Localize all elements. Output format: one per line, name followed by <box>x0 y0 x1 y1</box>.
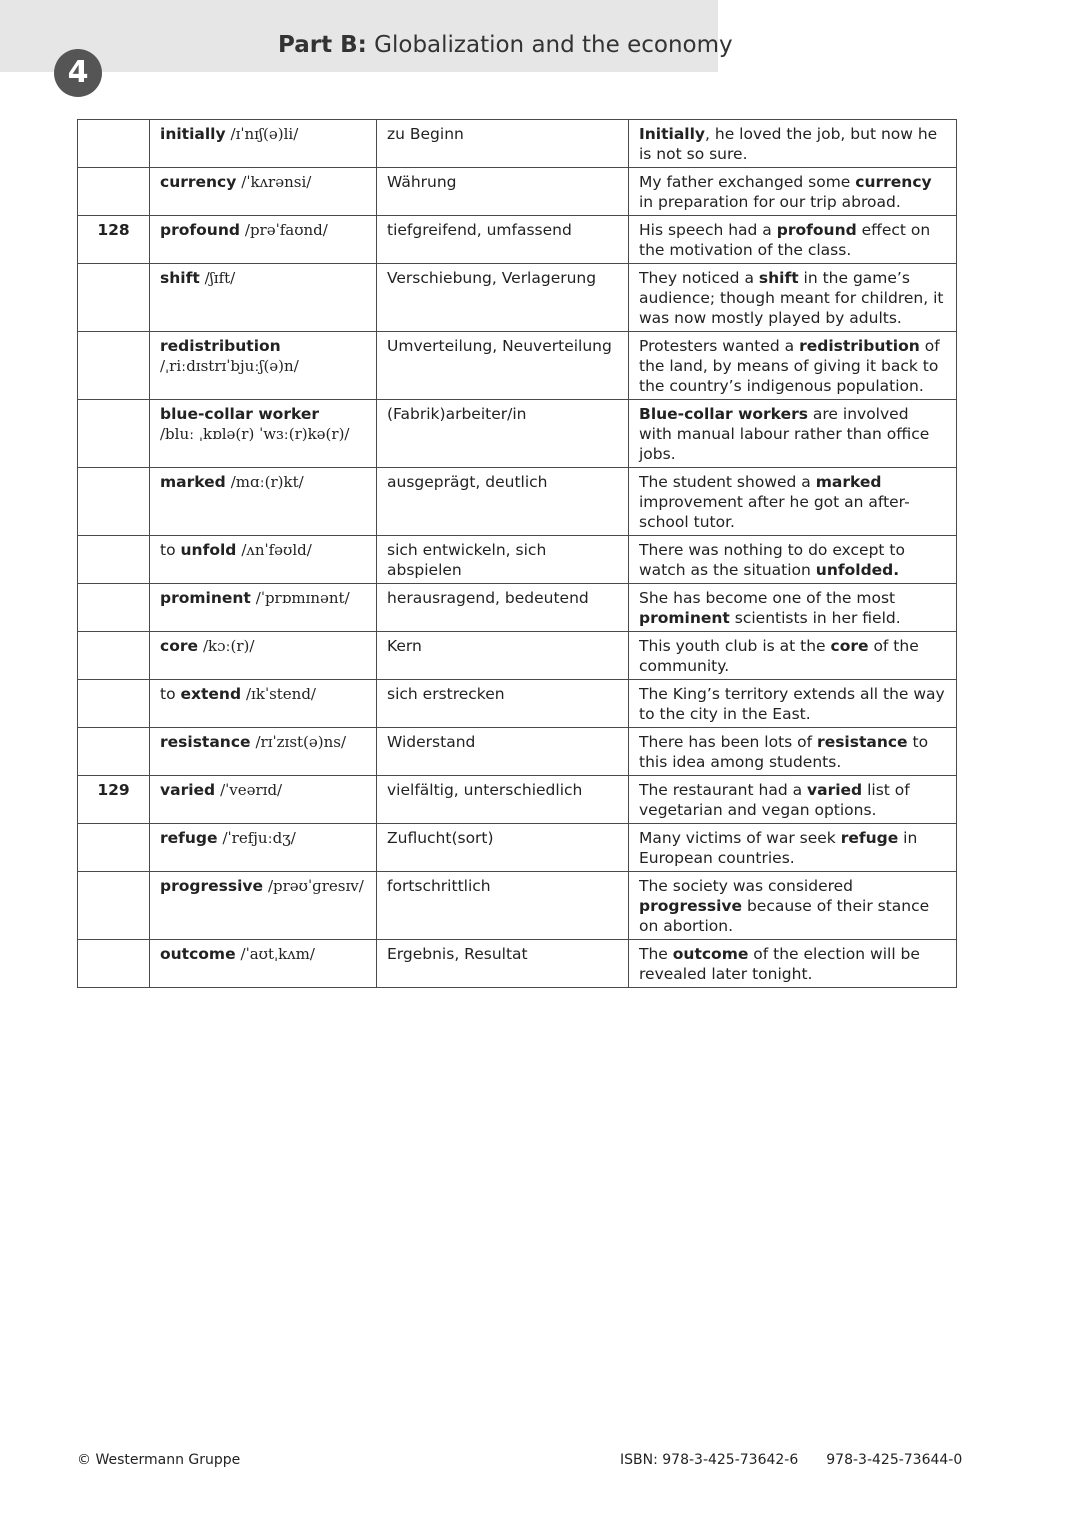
term-pronunciation: /ʃɪft/ <box>204 269 236 287</box>
example-keyword: resistance <box>817 733 908 751</box>
term-cell <box>150 584 377 632</box>
term-pronunciation: /ˈveərɪd/ <box>220 781 283 799</box>
table-row <box>78 872 957 940</box>
example-keyword: prominent <box>639 609 730 627</box>
term-cell <box>150 400 377 468</box>
example-keyword: currency <box>855 173 932 191</box>
page-number-cell <box>78 264 150 332</box>
term-pronunciation: /bluː ˌkɒlə(r) ˈwɜː(r)kə(r)/ <box>160 425 350 443</box>
term-cell <box>150 332 377 400</box>
example-keyword: outcome <box>672 945 749 963</box>
term-word: outcome <box>160 945 236 963</box>
term-cell <box>150 468 377 536</box>
example-text: She has become one of the most <box>639 589 896 607</box>
example-text: There was nothing to do except to watch as the situation <box>639 541 905 579</box>
term-word: shift <box>160 269 200 287</box>
table-row <box>78 776 957 824</box>
term-word: profound <box>160 221 240 239</box>
example-sentence-cell <box>629 120 957 168</box>
term-pronunciation: /mɑː(r)kt/ <box>230 473 304 491</box>
example-text: There has been lots of <box>639 733 818 751</box>
example-text: in European countries. <box>639 829 918 867</box>
example-sentence-cell <box>629 680 957 728</box>
translation-cell: Widerstand <box>377 728 629 776</box>
page-number-cell <box>78 940 150 988</box>
example-text: The <box>639 945 673 963</box>
example-sentence-cell <box>629 468 957 536</box>
term-word: extend <box>180 685 242 703</box>
term-cell <box>150 824 377 872</box>
term-word: currency <box>160 173 237 191</box>
term-cell <box>150 940 377 988</box>
page-number-cell <box>78 332 150 400</box>
example-sentence-cell <box>629 332 957 400</box>
table-row <box>78 168 957 216</box>
translation-cell: zu Beginn <box>377 120 629 168</box>
page-title <box>278 32 733 58</box>
term-word: prominent <box>160 589 251 607</box>
page-number-cell <box>78 400 150 468</box>
example-sentence-cell <box>629 536 957 584</box>
term-cell <box>150 120 377 168</box>
table-row <box>78 824 957 872</box>
term-cell <box>150 632 377 680</box>
vocabulary-table-body <box>78 120 957 988</box>
term-pronunciation: /ˈrefjuːdʒ/ <box>222 829 296 847</box>
example-sentence-cell <box>629 824 957 872</box>
example-sentence-cell <box>629 776 957 824</box>
term-pronunciation: /ɪˈnɪʃ(ə)li/ <box>230 125 299 143</box>
translation-cell: Verschiebung, Verlagerung <box>377 264 629 332</box>
example-text: of the election will be revealed later tonight. <box>639 945 920 983</box>
example-sentence-cell <box>629 940 957 988</box>
translation-cell: Zuflucht(sort) <box>377 824 629 872</box>
example-keyword: refuge <box>840 829 899 847</box>
part-label: Part B: <box>278 32 367 58</box>
example-text: improvement after he got an after-school tutor. <box>639 493 910 531</box>
example-text: effect on the motivation of the class. <box>639 221 931 259</box>
term-cell <box>150 872 377 940</box>
translation-cell: Kern <box>377 632 629 680</box>
table-row <box>78 400 957 468</box>
table-row <box>78 680 957 728</box>
page-number-cell <box>78 728 150 776</box>
example-text: in preparation for our trip abroad. <box>639 193 901 211</box>
example-text: , he loved the job, but now he is not so sure. <box>639 125 938 163</box>
table-row <box>78 120 957 168</box>
translation-cell: fortschrittlich <box>377 872 629 940</box>
example-keyword: Blue-collar workers <box>639 405 808 423</box>
term-word: initially <box>160 125 226 143</box>
translation-cell: sich entwickeln, sich abspielen <box>377 536 629 584</box>
term-word: blue-collar worker <box>160 405 320 423</box>
term-word: core <box>160 637 198 655</box>
term-pronunciation: /rɪˈzɪst(ə)ns/ <box>255 733 347 751</box>
page-number-cell: 129 <box>78 776 150 824</box>
example-sentence-cell <box>629 216 957 264</box>
term-prefix: to <box>160 685 181 703</box>
term-cell <box>150 168 377 216</box>
term-pronunciation: /prəʊˈɡresɪv/ <box>267 877 364 895</box>
term-pronunciation: /prəˈfaʊnd/ <box>244 221 328 239</box>
term-pronunciation: /ˈkʌrənsi/ <box>241 173 312 191</box>
term-pronunciation: /ˈaʊtˌkʌm/ <box>240 945 315 963</box>
table-row <box>78 584 957 632</box>
term-word: redistribution <box>160 337 281 355</box>
example-text: Protesters wanted a <box>639 337 800 355</box>
translation-cell: vielfältig, unterschiedlich <box>377 776 629 824</box>
table-row <box>78 632 957 680</box>
term-pronunciation: /ʌnˈfəʊld/ <box>241 541 312 559</box>
example-text: The society was considered <box>639 877 854 895</box>
term-pronunciation: /ˌriːdɪstrɪˈbjuːʃ(ə)n/ <box>160 357 299 375</box>
translation-cell: tiefgreifend, umfassend <box>377 216 629 264</box>
section-title: Globalization and the economy <box>374 32 733 58</box>
table-row <box>78 728 957 776</box>
page-number-cell <box>78 168 150 216</box>
example-keyword: marked <box>815 473 882 491</box>
example-keyword: redistribution <box>799 337 920 355</box>
term-word: refuge <box>160 829 218 847</box>
page-number-cell <box>78 584 150 632</box>
term-word: progressive <box>160 877 264 895</box>
term-pronunciation: /kɔː(r)/ <box>202 637 255 655</box>
term-pronunciation: /ɪkˈstend/ <box>246 685 316 703</box>
translation-cell: Umverteilung, Neuverteilung <box>377 332 629 400</box>
example-text: The student showed a <box>639 473 816 491</box>
term-word: marked <box>160 473 226 491</box>
example-text: My father exchanged some <box>639 173 856 191</box>
example-text: Many victims of war seek <box>639 829 841 847</box>
page-number-cell <box>78 468 150 536</box>
footer-isbn <box>620 1452 962 1468</box>
translation-cell: Währung <box>377 168 629 216</box>
example-sentence-cell <box>629 400 957 468</box>
page-number-cell <box>78 632 150 680</box>
isbn-secondary: 978-3-425-73644-0 <box>826 1452 963 1468</box>
page-number-cell <box>78 872 150 940</box>
example-keyword: varied <box>807 781 863 799</box>
example-sentence-cell <box>629 872 957 940</box>
example-text: His speech had a <box>639 221 777 239</box>
table-row <box>78 332 957 400</box>
page-number-cell <box>78 680 150 728</box>
example-text: The King’s territory extends all the way to the city in the East. <box>639 685 945 723</box>
example-sentence-cell <box>629 728 957 776</box>
term-cell <box>150 216 377 264</box>
table-row <box>78 264 957 332</box>
example-text: are involved with manual labour rather than office jobs. <box>639 405 930 463</box>
example-text: because of their stance on abortion. <box>639 897 930 935</box>
example-text: This youth club is at the <box>639 637 831 655</box>
example-text: to this idea among students. <box>639 733 929 771</box>
term-cell <box>150 536 377 584</box>
example-keyword: profound <box>776 221 857 239</box>
example-text: list of vegetarian and vegan options. <box>639 781 910 819</box>
page-number-cell <box>78 120 150 168</box>
page-number-cell: 128 <box>78 216 150 264</box>
example-keyword: shift <box>758 269 799 287</box>
example-text: in the game’s audience; though meant for children, it was now mostly played by adults. <box>639 269 944 327</box>
page-number-cell <box>78 536 150 584</box>
example-text: scientists in her field. <box>729 609 901 627</box>
example-text: The restaurant had a <box>639 781 808 799</box>
table-row <box>78 940 957 988</box>
term-prefix: to <box>160 541 181 559</box>
isbn-primary: ISBN: 978-3-425-73642-6 <box>620 1452 799 1468</box>
example-keyword: Initially <box>639 125 706 143</box>
translation-cell: ausgeprägt, deutlich <box>377 468 629 536</box>
page-number-cell <box>78 824 150 872</box>
translation-cell: herausragend, bedeutend <box>377 584 629 632</box>
term-cell <box>150 728 377 776</box>
example-keyword: progressive <box>639 897 743 915</box>
term-cell <box>150 264 377 332</box>
footer-publisher: © Westermann Gruppe <box>77 1452 241 1468</box>
example-text: of the land, by means of giving it back to the country’s indigenous population. <box>639 337 940 395</box>
vocabulary-table <box>77 119 957 988</box>
translation-cell: (Fabrik)arbeiter/in <box>377 400 629 468</box>
example-keyword: unfolded. <box>815 561 900 579</box>
table-row <box>78 536 957 584</box>
example-text: of the community. <box>639 637 919 675</box>
example-sentence-cell <box>629 584 957 632</box>
example-sentence-cell <box>629 168 957 216</box>
chapter-badge: 4 <box>54 49 102 97</box>
translation-cell: sich erstrecken <box>377 680 629 728</box>
example-sentence-cell <box>629 264 957 332</box>
example-text: They noticed a <box>639 269 759 287</box>
term-word: resistance <box>160 733 251 751</box>
table-row <box>78 468 957 536</box>
term-word: unfold <box>180 541 237 559</box>
example-sentence-cell <box>629 632 957 680</box>
translation-cell: Ergebnis, Resultat <box>377 940 629 988</box>
term-cell <box>150 680 377 728</box>
term-word: varied <box>160 781 216 799</box>
example-keyword: core <box>830 637 869 655</box>
term-pronunciation: /ˈprɒmɪnənt/ <box>255 589 350 607</box>
table-row <box>78 216 957 264</box>
term-cell <box>150 776 377 824</box>
